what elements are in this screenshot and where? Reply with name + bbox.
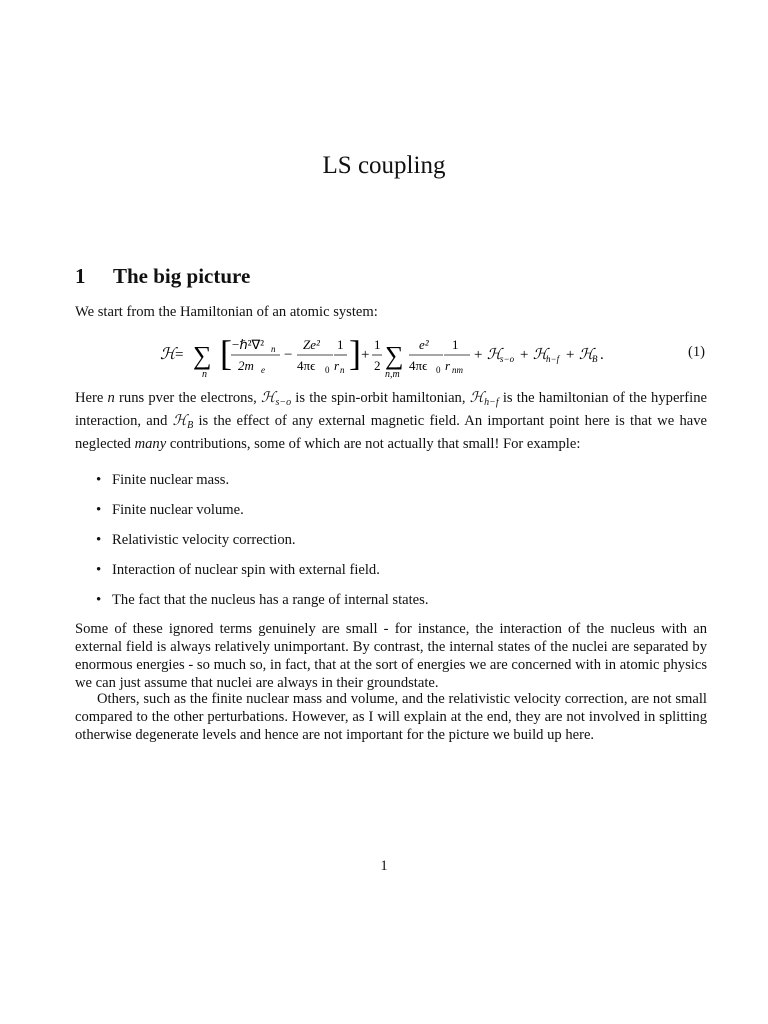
eq-frac1-den: 2m: [238, 358, 254, 373]
list-item: [96, 470, 428, 500]
equation-number: (1): [687, 344, 705, 360]
bullet-icon: •: [96, 502, 102, 518]
eq-plus-1: +: [361, 347, 370, 363]
eq-half-num: 1: [374, 337, 381, 352]
list-item: [96, 500, 428, 530]
eq-frac1-num-sub: n: [271, 344, 276, 354]
eq-h-so: + ℋ: [473, 347, 502, 363]
p1-text-c: is the spin-orbit hamiltonian,: [291, 390, 470, 406]
eq-sum-1-sub: n: [202, 369, 207, 380]
list-item-text: Relativistic velocity correction.: [112, 532, 296, 548]
eq-period: .: [600, 347, 604, 363]
eq-frac4-den: 4πϵ: [409, 358, 428, 373]
list-item-text: Finite nuclear volume.: [112, 502, 244, 518]
eq-frac4-num: e²: [419, 337, 429, 352]
eq-sum-1: ∑: [193, 341, 212, 370]
p1-h-b: ℋ: [172, 413, 188, 429]
paragraph-1: [75, 389, 707, 453]
eq-frac1-den-sub: e: [261, 365, 265, 375]
eq-lhs: ℋ: [160, 346, 176, 363]
eq-frac3-den-sub: n: [340, 365, 345, 375]
eq-sum-2-sub: n,m: [385, 369, 400, 380]
eq-equals: =: [175, 347, 184, 363]
eq-frac1-num: −ℏ²∇²: [232, 337, 265, 352]
eq-bracket-left: [: [220, 333, 232, 373]
eq-h-hf-sub: h−f: [546, 354, 560, 364]
eq-frac5-den: r: [445, 358, 451, 373]
intro-paragraph: We start from the Hamiltonian of an atomic system:: [75, 304, 378, 320]
eq-frac3-num: 1: [337, 337, 344, 352]
eq-bracket-right: ]: [349, 333, 361, 373]
eq-frac4-den-sub: 0: [436, 365, 441, 375]
eq-frac2-den: 4πϵ: [297, 358, 316, 373]
eq-sum-2: ∑: [385, 341, 404, 370]
p1-text-d: is the hamiltonian of the hyperfine interaction, and: [75, 390, 707, 429]
eq-frac3-den: r: [334, 358, 340, 373]
list-item-text: Interaction of nuclear spin with external field.: [112, 562, 380, 578]
eq-frac2-den-sub: 0: [325, 365, 330, 375]
eq-frac5-num: 1: [452, 337, 459, 352]
bullet-list: [96, 470, 428, 620]
section-number: 1: [75, 264, 86, 288]
eq-frac5-den-sub: nm: [452, 365, 463, 375]
eq-h-hf: + ℋ: [519, 347, 548, 363]
p1-h-b-sub: B: [187, 420, 194, 431]
list-item-text: The fact that the nucleus has a range of internal states.: [112, 592, 429, 608]
p1-h-so: ℋ: [261, 390, 276, 406]
p1-var-n: n: [107, 390, 115, 406]
bullet-icon: •: [96, 592, 102, 608]
eq-h-b: + ℋ: [565, 347, 594, 363]
p1-text-b: runs pver the electrons,: [114, 390, 261, 406]
document-title: LS coupling: [322, 152, 446, 179]
section-title: The big picture: [113, 264, 251, 288]
p1-text-a: Here: [75, 390, 108, 406]
bullet-icon: •: [96, 532, 102, 548]
p1-emphasis: many: [134, 436, 167, 452]
list-item: [96, 530, 428, 560]
list-item: [96, 590, 428, 620]
p1-text-e: is the effect of any external magnetic field. An important point here is that we have neglected: [75, 413, 707, 452]
section-heading: [75, 264, 250, 289]
bullet-icon: •: [96, 472, 102, 488]
eq-minus: −: [284, 347, 293, 363]
eq-h-b-sub: B: [592, 354, 598, 364]
page-number: 1: [380, 858, 388, 874]
eq-half-den: 2: [374, 358, 381, 373]
list-item: [96, 560, 428, 590]
p1-h-hf: ℋ: [469, 390, 485, 406]
equation-graphic: [75, 332, 707, 380]
paragraph-3: Others, such as the finite nuclear mass and volume, and the relativistic velocity correction, are not small compared to the other perturbations. However, as I will explain at the end, they are not involved in splitting otherwise degenerate levels and hence are not important for the picture we build up here.: [75, 691, 707, 743]
eq-frac2-num: Ze²: [303, 337, 320, 352]
list-item-text: Finite nuclear mass.: [112, 472, 230, 488]
p1-h-so-sub: s−o: [275, 397, 292, 408]
p1-text-f: contributions, some of which are not actually that small! For example:: [166, 436, 581, 452]
bullet-icon: •: [96, 562, 102, 578]
paragraph-2: Some of these ignored terms genuinely are small - for instance, the interaction of the nucleus with an external field is always relatively unimportant. By contrast, the internal states of the nuclei are separated by enormous energies - so much so, in fact, that at the sort of energies we are concerned with in atomic physics we can just assume that nuclei are always in their groundstate.: [75, 621, 707, 691]
hamiltonian-equation: [75, 332, 707, 380]
p1-h-hf-sub: h−f: [484, 397, 499, 408]
eq-h-so-sub: s−o: [500, 354, 515, 364]
